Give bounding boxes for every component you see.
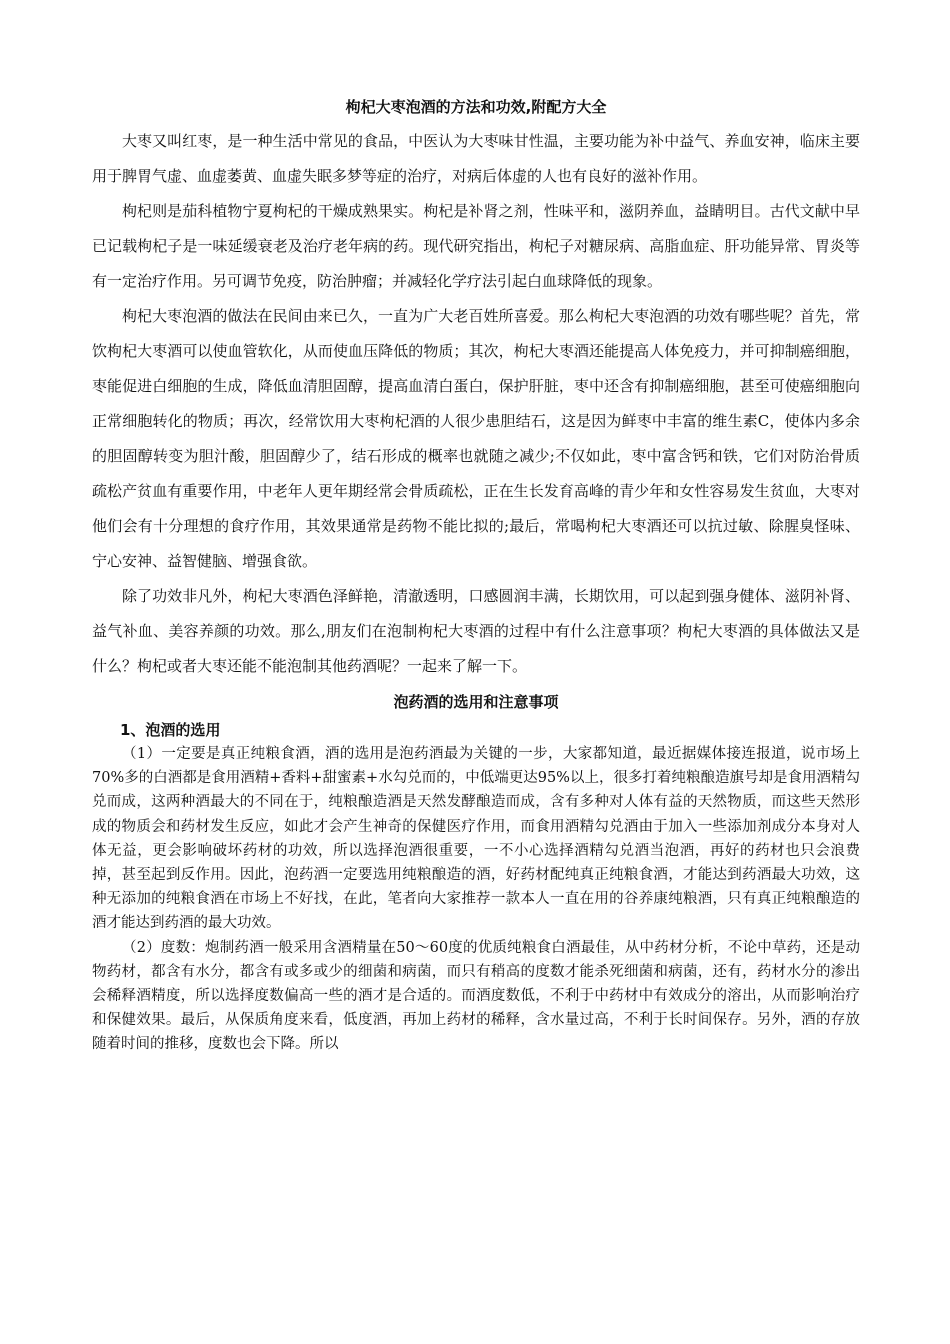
- intro-paragraph: 枸杞则是茄科植物宁夏枸杞的干燥成熟果实。枸杞是补肾之剂，性味平和，滋阴养血，益睛明目。古代文献中早已记载枸杞子是一味延缓衰老及治疗老年病的药。现代研究指出，枸杞子对糖尿病、高脂血症、肝功能异常、胃炎等有一定治疗作用。另可调节免疫，防治肿瘤；并减轻化学疗法引起白血球降低的现象。: [92, 202, 860, 290]
- document-title: 枸杞大枣泡酒的方法和功效,附配方大全: [345, 98, 607, 116]
- section-paragraph: （2）度数：炮制药酒一般采用含酒精量在50～60度的优质纯粮食白酒最佳，从中药材分析，不论中草药，还是动物药材，都含有水分，都含有或多或少的细菌和病菌，而只有稍高的度数才能杀死细菌和病菌，还有，药材水分的渗出会稀释酒精度，所以选择度数偏高一些的酒才是合适的。而酒度数低，不利于中药材中有效成分的溶出，从而影响治疗和保健效果。最后，从保质角度来看，低度酒，再加上药材的稀释，含水量过高，不利于长时间保存。另外，酒的存放随着时间的推移，度数也会下降。所以: [92, 939, 860, 1053]
- section-paragraph: （1）一定要是真正纯粮食酒，酒的选用是泡药酒最为关键的一步，大家都知道，最近据媒体接连报道，说市场上70%多的白酒都是食用酒精+香料+甜蜜素+水勾兑而的，中低端更达95%以上，很多打着纯粮酿造旗号却是食用酒精勾兑而成，这两种酒最大的不同在于，纯粮酿造酒是天然发酵酿造而成，含有多种对人体有益的天然物质，而这些天然形成的物质会和药材发生反应，如此才会产生神奇的保健医疗作用，而食用酒精勾兑酒由于加入一些添加剂成分本身对人体无益，更会影响破坏药材的功效，所以选择泡酒很重要，一不小心选择酒精勾兑酒当泡酒，再好的药材也只会浪费掉，甚至起到反作用。因此，泡药酒一定要选用纯粮酿造的酒，好药材配纯真正纯粮食酒，才能达到药酒最大功效，这种无添加的纯粮食酒在市场上不好找，在此，笔者向大家推荐一款本人一直在用的谷养康纯粮酒，只有真正纯粮酿造的酒才能达到药酒的最大功效。: [92, 746, 860, 932]
- intro-paragraph: 除了功效非凡外，枸杞大枣酒色泽鲜艳，清澈透明，口感圆润丰满，长期饮用，可以起到强身健体、滋阴补肾、益气补血、美容养颜的功效。那么,朋友们在泡制枸杞大枣酒的过程中有什么注意事项？枸杞大枣酒的具体做法又是什么？枸杞或者大枣还能不能泡制其他药酒呢？一起来了解一下。: [92, 587, 860, 675]
- intro-paragraph: 枸杞大枣泡酒的做法在民间由来已久，一直为广大老百姓所喜爱。那么枸杞大枣泡酒的功效有哪些呢？首先，常饮枸杞大枣酒可以使血管软化，从而使血压降低的物质；其次，枸杞大枣酒还能提高人体免疫力，并可抑制癌细胞，枣能促进白细胞的生成，降低血清胆固醇，提高血清白蛋白，保护肝脏，枣中还含有抑制癌细胞，甚至可使癌细胞向正常细胞转化的物质；再次，经常饮用大枣枸杞酒的人很少患胆结石，这是因为鲜枣中丰富的维生素C，使体内多余的胆固醇转变为胆汁酸，胆固醇少了，结石形成的概率也就随之减少;不仅如此，枣中富含钙和铁，它们对防治骨质疏松产贫血有重要作用，中老年人更年期经常会骨质疏松，正在生长发育高峰的青少年和女性容易发生贫血，大枣对他们会有十分理想的食疗作用，其效果通常是药物不能比拟的;最后，常喝枸杞大枣酒还可以抗过敏、除腥臭怪味、宁心安神、益智健脑、增强食欲。: [92, 307, 860, 570]
- intro-paragraph: 大枣又叫红枣，是一种生活中常见的食品，中医认为大枣味甘性温，主要功能为补中益气、养血安神，临床主要用于脾胃气虚、血虚萎黄、血虚失眠多梦等症的治疗，对病后体虚的人也有良好的滋补作用。: [92, 132, 860, 185]
- document-page: [92, 96, 860, 1057]
- section-title: 泡药酒的选用和注意事项: [393, 693, 559, 711]
- subsection-title: 1、泡酒的选用: [120, 721, 221, 739]
